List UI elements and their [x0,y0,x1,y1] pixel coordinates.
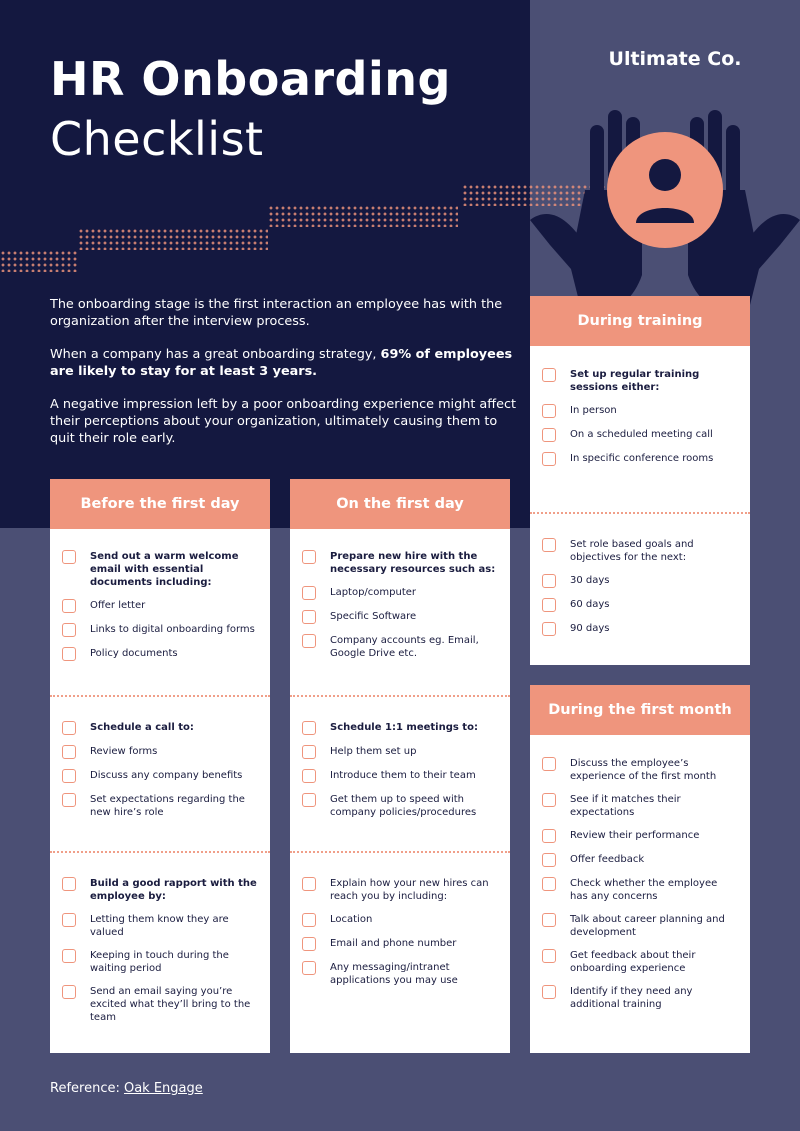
reference-link[interactable]: Oak Engage [123,1081,203,1096]
intro-paragraph-3: A negative impression left by a poor onboarding experience might affect their perceptions about your organization, ultimately causing them to quit their role early. [50,397,516,446]
dotted-step-decoration [78,228,268,250]
checklist-group [50,853,270,1024]
checkbox[interactable] [542,574,556,588]
checkbox[interactable] [302,634,316,648]
checkbox[interactable] [302,550,316,564]
checklist-item[interactable]: See if it matches their expectations [542,793,738,819]
checklist-group [50,529,270,695]
checkbox[interactable] [302,586,316,600]
checklist-item[interactable]: Discuss any company benefits [62,769,258,783]
checklist-item[interactable]: Laptop/computer [302,586,498,600]
card-title: During training [530,296,750,346]
checklist-item[interactable]: Introduce them to their team [302,769,498,783]
intro-stat-lead: When a company has a great onboarding strategy, [50,347,381,362]
checkbox[interactable] [62,949,76,963]
checklist-item[interactable]: Set role based goals and objectives for the next: [542,538,738,564]
checklist-item[interactable]: Policy documents [62,647,258,661]
dotted-divider [50,695,270,697]
card-title: During the first month [530,685,750,735]
checklist-item[interactable]: On a scheduled meeting call [542,428,738,442]
intro-stat: 69% of employees are likely to stay for at least 3 years. [50,347,513,379]
checkbox[interactable] [542,793,556,807]
reference-line [50,1081,203,1096]
card-on-first-day [290,479,510,1053]
checklist-item[interactable]: Email and phone number [302,937,498,951]
checkbox[interactable] [542,538,556,552]
page-title: HR Onboarding [50,52,451,106]
card-during-first-month [530,685,750,1053]
checklist-item[interactable]: Letting them know they are valued [62,913,258,939]
checklist-item[interactable]: Build a good rapport with the employee by: [62,877,258,903]
checklist-item[interactable]: Review forms [62,745,258,759]
checkbox[interactable] [302,745,316,759]
page-subtitle: Checklist [50,112,264,166]
intro-paragraph-2 [50,346,520,380]
checklist-item[interactable]: Links to digital onboarding forms [62,623,258,637]
checkbox[interactable] [62,623,76,637]
checklist-group [290,697,510,851]
checklist-item[interactable]: 30 days [542,574,738,588]
checklist-item[interactable]: Schedule a call to: [62,721,258,735]
checklist-item[interactable]: Offer letter [62,599,258,613]
checklist-item[interactable]: Set up regular training sessions either: [542,368,738,394]
dotted-divider [290,695,510,697]
card-title: Before the first day [50,479,270,529]
dotted-divider [530,512,750,514]
checklist-item[interactable]: Set expectations regarding the new hire’s role [62,793,258,819]
checkbox[interactable] [302,937,316,951]
checkbox[interactable] [62,985,76,999]
checkbox[interactable] [62,913,76,927]
checkbox[interactable] [542,757,556,771]
checkbox[interactable] [62,599,76,613]
dotted-step-decoration [0,250,78,272]
checkbox[interactable] [542,598,556,612]
checklist-group [290,853,510,987]
checklist-item[interactable]: Company accounts eg. Email, Google Drive etc. [302,634,498,660]
checklist-item[interactable]: Get feedback about their onboarding experience [542,949,738,975]
checkbox[interactable] [542,622,556,636]
checklist-group [50,697,270,851]
checkbox[interactable] [62,877,76,891]
checklist-item[interactable]: 90 days [542,622,738,636]
dotted-step-decoration [268,205,458,227]
checkbox[interactable] [302,913,316,927]
checklist-item[interactable]: Location [302,913,498,927]
checkbox[interactable] [302,769,316,783]
checklist-item[interactable]: Offer feedback [542,853,738,867]
checkbox[interactable] [62,769,76,783]
checkbox[interactable] [302,961,316,975]
checkbox[interactable] [302,721,316,735]
checklist-item[interactable]: Specific Software [302,610,498,624]
checklist-item[interactable]: Check whether the employee has any concerns [542,877,738,903]
checkbox[interactable] [302,793,316,807]
checkbox[interactable] [302,610,316,624]
checklist-item[interactable]: Prepare new hire with the necessary resources such as: [302,550,498,576]
intro-text [50,296,520,463]
checkbox[interactable] [542,368,556,382]
checklist-group [530,735,750,1011]
checkbox[interactable] [302,877,316,891]
reference-label: Reference: [50,1081,124,1096]
checklist-item[interactable]: Discuss the employee’s experience of the first month [542,757,738,783]
dotted-divider [290,851,510,853]
checklist-item[interactable]: In person [542,404,738,418]
checklist-item[interactable]: Get them up to speed with company policies/procedures [302,793,498,819]
checkbox[interactable] [542,913,556,927]
intro-paragraph-1: The onboarding stage is the first interaction an employee has with the organization after the interview process. [50,297,503,329]
checkbox[interactable] [62,721,76,735]
checklist-item[interactable]: Schedule 1:1 meetings to: [302,721,498,735]
checklist-item[interactable]: Explain how your new hires can reach you by including: [302,877,498,903]
checklist-item[interactable]: Keeping in touch during the waiting period [62,949,258,975]
checkbox[interactable] [62,550,76,564]
checkbox[interactable] [542,949,556,963]
hands-employee-illustration [530,95,800,325]
checklist-item[interactable]: In specific conference rooms [542,452,738,466]
checklist-item[interactable]: Send out a warm welcome email with essential documents including: [62,550,258,589]
checkbox[interactable] [62,793,76,807]
card-before-first-day [50,479,270,1053]
checklist-item[interactable]: Talk about career planning and development [542,913,738,939]
checklist-item[interactable]: Send an email saying you’re excited what they’ll bring to the team [62,985,258,1024]
checkbox[interactable] [542,452,556,466]
card-during-training [530,296,750,665]
checklist-group [290,529,510,695]
card-title: On the first day [290,479,510,529]
checkbox[interactable] [542,829,556,843]
checkbox[interactable] [542,428,556,442]
checkbox[interactable] [542,404,556,418]
checkbox[interactable] [62,647,76,661]
checklist-item[interactable]: Identify if they need any additional training [542,985,738,1011]
checklist-group [530,346,750,512]
checkbox[interactable] [542,985,556,999]
checklist-item[interactable]: Review their performance [542,829,738,843]
checklist-item[interactable]: Any messaging/intranet applications you may use [302,961,498,987]
checkbox[interactable] [542,853,556,867]
checklist-item[interactable]: Help them set up [302,745,498,759]
dotted-divider [50,851,270,853]
checkbox[interactable] [62,745,76,759]
checklist-item[interactable]: 60 days [542,598,738,612]
checklist-group [530,514,750,636]
brand-name: Ultimate Co. [608,48,742,70]
checkbox[interactable] [542,877,556,891]
